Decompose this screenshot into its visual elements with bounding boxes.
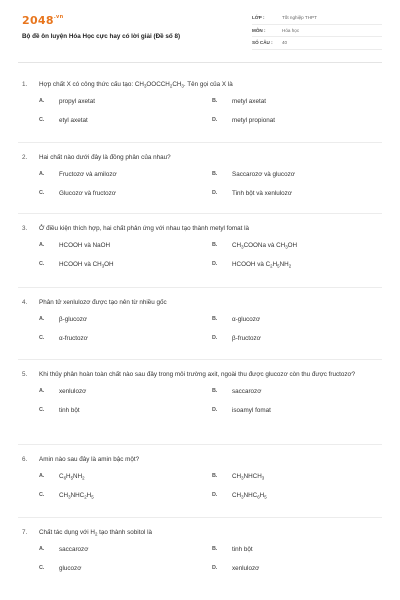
option-text: xenlulozơ (59, 388, 87, 395)
option-text: tinh bột (232, 546, 253, 553)
option-text: Glucozơ và fructozơ (59, 190, 116, 197)
option-text: glucozơ (59, 565, 82, 572)
option-text: Tinh bột và xenlulozơ (232, 190, 292, 197)
option-letter: B. (212, 171, 218, 177)
option-text: etyl axetat (59, 117, 88, 124)
answer-option[interactable] (195, 491, 368, 510)
option-letter: A. (39, 98, 45, 104)
option-letter: B. (212, 473, 218, 479)
option-letter: C. (39, 117, 45, 123)
option-letter: C. (39, 190, 45, 196)
option-letter: A. (39, 316, 45, 322)
question-number: 2. (22, 154, 28, 161)
option-text: α-glucozơ (232, 316, 261, 323)
option-letter: D. (212, 261, 218, 267)
answer-option[interactable] (195, 241, 368, 260)
option-letter: A. (39, 388, 45, 394)
answer-option[interactable] (195, 387, 368, 406)
question-header (22, 528, 378, 537)
option-letter: C. (39, 261, 45, 267)
option-letter: B. (212, 242, 218, 248)
answer-option[interactable] (22, 241, 195, 260)
option-letter: D. (212, 335, 218, 341)
answer-option[interactable] (195, 472, 368, 491)
option-letter: D. (212, 492, 218, 498)
answer-option[interactable] (22, 334, 195, 353)
question (22, 224, 378, 279)
meta-value: 40 (282, 40, 288, 46)
question (22, 298, 378, 353)
site-logo[interactable]: $2048^{.vn}$ (22, 14, 64, 27)
option-text: β-glucozơ (59, 316, 88, 323)
answer-option[interactable] (195, 116, 368, 135)
meta-value: Hóa học (282, 27, 300, 33)
question-number: 7. (22, 529, 28, 536)
option-letter: A. (39, 473, 45, 479)
question-header (22, 370, 378, 379)
meta-row-class (252, 12, 382, 25)
question-header (22, 455, 378, 464)
answer-options (22, 545, 378, 583)
option-text: $C_6H_5NH_2$ (59, 473, 85, 481)
option-text: HCOOH và NaOH (59, 242, 111, 249)
question-divider (18, 359, 382, 360)
option-text: $CH_3NHCH_3$ (232, 473, 265, 481)
option-text: propyl axetat (59, 98, 96, 105)
option-text: Saccarozơ và glucozơ (232, 171, 295, 178)
answer-option[interactable] (22, 97, 195, 116)
answer-options (22, 472, 378, 510)
answer-option[interactable] (195, 545, 368, 564)
question-divider (18, 444, 382, 445)
question-number: 5. (22, 371, 28, 378)
option-letter: D. (212, 565, 218, 571)
answer-option[interactable] (22, 406, 195, 425)
document-title: Bộ đề ôn luyện Hóa Học cực hay có lời giải (Đề số 8) (22, 33, 181, 40)
meta-value: Tốt nghiệp THPT (282, 15, 317, 21)
answer-option[interactable] (195, 564, 368, 583)
option-letter: C. (39, 407, 45, 413)
option-letter: A. (39, 171, 45, 177)
question (22, 80, 378, 135)
question-number: 1. (22, 81, 28, 88)
option-letter: B. (212, 316, 218, 322)
option-letter: B. (212, 98, 218, 104)
question-divider (18, 517, 382, 518)
answer-option[interactable] (195, 406, 368, 425)
option-text: saccarozơ (59, 546, 89, 553)
option-letter: A. (39, 546, 45, 552)
option-text: HCOOH và $C_2H_5NH_2$ (232, 261, 292, 269)
question-header (22, 224, 378, 233)
option-text: Fructozơ và amilozơ (59, 171, 117, 178)
answer-option[interactable] (22, 189, 195, 208)
header-divider (18, 62, 382, 63)
meta-row-subject (252, 25, 382, 38)
question-number: 6. (22, 456, 28, 463)
question-text: Khi thủy phân hoàn toàn chất nào sau đây trong môi trường axit, ngoài thu được glucozơ còn thu được fructozơ? (39, 371, 356, 378)
option-letter: C. (39, 565, 45, 571)
answer-option[interactable] (195, 189, 368, 208)
option-text: HCOOH và $CH_3OH$ (59, 261, 114, 269)
question-header (22, 298, 378, 307)
option-letter: C. (39, 492, 45, 498)
meta-key: LỚP : (252, 15, 265, 21)
option-text: α-fructozơ (59, 335, 88, 342)
answer-option[interactable] (22, 260, 195, 279)
option-text: saccarozơ (232, 388, 262, 395)
answer-option[interactable] (195, 334, 368, 353)
option-letter: A. (39, 242, 45, 248)
question-text: Amin nào sau đây là amin bậc một? (39, 456, 140, 463)
question-divider (18, 213, 382, 214)
question-text: Hợp chất X có công thức cấu tạo: $CH_3OOCCH_2CH_3$. Tên gọi của X là (39, 81, 233, 89)
question (22, 153, 378, 208)
option-text: metyl axetat (232, 98, 266, 105)
answer-option[interactable] (22, 116, 195, 135)
answer-options (22, 387, 378, 425)
answer-option[interactable] (195, 315, 368, 334)
option-text: β-fructozơ (232, 335, 261, 342)
meta-key: MÔN : (252, 27, 266, 33)
question (22, 528, 378, 583)
question-header (22, 153, 378, 162)
question-header (22, 80, 378, 89)
meta-row-count (252, 37, 382, 50)
answer-option[interactable] (22, 491, 195, 510)
question-number: 3. (22, 225, 28, 232)
question (22, 455, 378, 510)
answer-options (22, 315, 378, 353)
option-letter: B. (212, 388, 218, 394)
option-letter: C. (39, 335, 45, 341)
option-letter: D. (212, 407, 218, 413)
option-text: metyl propionat (232, 117, 276, 124)
option-letter: B. (212, 546, 218, 552)
option-text: xenlulozơ (232, 565, 260, 572)
option-text: $CH_3NHC_2H_5$ (59, 492, 94, 500)
question-divider (18, 142, 382, 143)
option-text: $CH_3COONa$ và $CH_3OH$ (232, 242, 298, 250)
option-text: tinh bột (59, 407, 80, 414)
answer-options (22, 170, 378, 208)
question-divider (18, 287, 382, 288)
answer-option[interactable] (22, 170, 195, 189)
option-text: $CH_3NHC_6H_5$ (232, 492, 267, 500)
answer-option[interactable] (195, 170, 368, 189)
option-text: isoamyl fomat (232, 407, 271, 414)
question-text: Chất tác dụng với $H_2$ tạo thành sobitol là (39, 529, 153, 537)
answer-options (22, 241, 378, 279)
answer-option[interactable] (22, 387, 195, 406)
answer-option[interactable] (195, 97, 368, 116)
answer-option[interactable] (22, 564, 195, 583)
answer-option[interactable] (22, 545, 195, 564)
question-text: Hai chất nào dưới đây là đồng phân của nhau? (39, 154, 171, 161)
question (22, 370, 378, 425)
exam-meta (252, 12, 382, 50)
question-text: Ở điều kiện thích hợp, hai chất phản ứng với nhau tạo thành metyl fomat là (39, 225, 250, 232)
meta-key: SỐ CÂU : (252, 40, 273, 46)
answer-options (22, 97, 378, 135)
question-number: 4. (22, 299, 28, 306)
answer-option[interactable] (22, 472, 195, 491)
question-text: Phân tử xenlulozơ được tạo nên từ nhiều gốc (39, 299, 167, 306)
option-letter: D. (212, 117, 218, 123)
answer-option[interactable] (195, 260, 368, 279)
answer-option[interactable] (22, 315, 195, 334)
option-letter: D. (212, 190, 218, 196)
